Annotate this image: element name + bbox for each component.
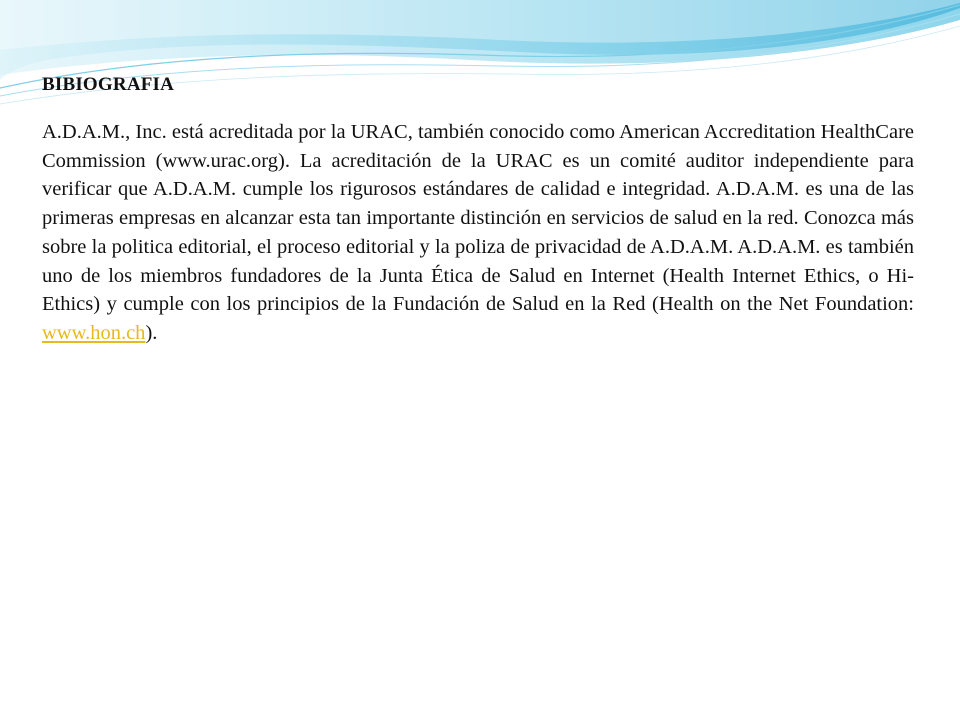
hon-link[interactable]: www.hon.ch bbox=[42, 321, 146, 344]
bibliography-paragraph bbox=[42, 118, 914, 348]
paragraph-tail: ). bbox=[145, 321, 158, 344]
page-title: BIBIOGRAFIA bbox=[42, 74, 175, 95]
content-area bbox=[42, 74, 914, 348]
paragraph-text: A.D.A.M., Inc. está acreditada por la URAC, también conocido como American Accreditation HealthCare Commission (www.urac.org). La acreditación de la URAC es un comité auditor independiente para verificar que A.D.A.M. cumple los rigurosos estándares de calidad e integridad. A.D.A.M. es una de las primeras empresas en alcanzar esta tan importante distinción en servicios de salud en la red. Conozca más sobre la politica editorial, el proceso editorial y la poliza de privacidad de A.D.A.M. A.D.A.M. es también uno de los miembros fundadores de la Junta Ética de Salud en Internet (Health Internet Ethics, o Hi-Ethics) y cumple con los principios de la Fundación de Salud en la Red (Health on the Net Foundation: bbox=[42, 121, 914, 316]
